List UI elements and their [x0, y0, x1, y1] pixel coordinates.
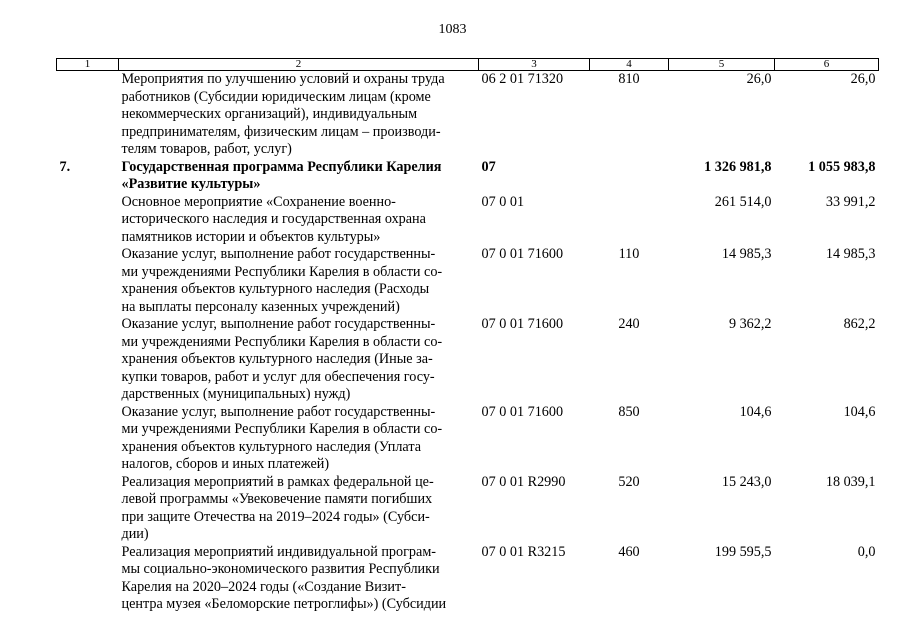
table-row [57, 71, 879, 159]
row-name [119, 316, 479, 404]
row-amount-col5: 1 326 981,8 [704, 158, 772, 175]
row-amount-col5: 9 362,2 [728, 316, 772, 332]
row-name-line: Государственная программа Республики Карелия [121, 158, 442, 175]
row-amount-col6: 18 039,1 [825, 473, 876, 490]
row-name-line: Оказание услуг, выполнение работ государственны- [121, 316, 436, 332]
column-header-1: 1 [57, 59, 119, 71]
row-amount-col6: 862,2 [843, 316, 876, 332]
row-name-line: при защите Отечества на 2019–2024 годы» (Субси- [121, 508, 430, 525]
row-name-line: Карелия на 2020–2024 годы («Создание Визит- [121, 578, 406, 595]
row-name-line: хранения объектов культурного наследия (Уплата [121, 438, 421, 455]
row-code: 07 [481, 158, 496, 175]
table-row [57, 159, 879, 194]
row-name-line: ми учреждениями Республики Карелия в области со- [121, 263, 443, 280]
table-row [57, 474, 879, 544]
row-code: 07 0 01 R2990 [481, 473, 566, 490]
row-name [119, 159, 479, 194]
row-name-line: Основное мероприятие «Сохранение военно- [121, 193, 396, 210]
row-number [57, 194, 119, 247]
row-name [119, 474, 479, 544]
row-expense-type: 460 [618, 543, 640, 560]
row-number: 7. [59, 158, 71, 175]
row-name [119, 544, 479, 614]
row-amount-col6: 26,0 [850, 71, 876, 87]
row-number [57, 71, 119, 159]
row-amount-col6: 33 991,2 [825, 193, 876, 210]
row-name-line: Мероприятия по улучшению условий и охраны труда [121, 71, 445, 87]
row-code: 06 2 01 71320 [481, 71, 564, 87]
row-name-line: ми учреждениями Республики Карелия в области со- [121, 421, 443, 437]
table-header [57, 59, 879, 71]
row-number [57, 474, 119, 544]
row-name-line: хранения объектов культурного наследия (Иные за- [121, 351, 433, 367]
row-name-line: некоммерческих организаций), индивидуальным [121, 106, 418, 122]
row-name-line: работников (Субсидии юридическим лицам (кроме [121, 88, 431, 105]
row-name-line: Оказание услуг, выполнение работ государственны- [121, 246, 436, 262]
table-row [57, 404, 879, 474]
row-name-line: Реализация мероприятий в рамках федеральной це- [121, 473, 434, 490]
row-name-line: предпринимателям, физическим лицам – производи- [121, 123, 441, 140]
row-expense-type: 850 [618, 403, 640, 420]
row-name [119, 194, 479, 247]
row-expense-type: 110 [618, 246, 640, 262]
row-name-line: памятников истории и объектов культуры» [121, 228, 381, 245]
row-name-line: Реализация мероприятий индивидуальной програм- [121, 543, 437, 560]
row-name-line: на выплаты персоналу казенных учреждений) [121, 298, 400, 315]
row-name-line: левой программы «Увековечение памяти погибших [121, 491, 433, 507]
table-row [57, 316, 879, 404]
row-expense-type: 810 [618, 71, 640, 87]
column-header-4: 4 [590, 59, 669, 71]
row-amount-col5: 199 595,5 [714, 543, 772, 560]
row-name-line: «Развитие культуры» [121, 176, 261, 192]
row-name-line: Оказание услуг, выполнение работ государственны- [121, 403, 436, 420]
row-amount-col6: 1 055 983,8 [808, 158, 876, 175]
table-row [57, 544, 879, 614]
row-name [119, 404, 479, 474]
column-header-6: 6 [775, 59, 879, 71]
table-body [57, 71, 879, 614]
row-name-line: ми учреждениями Республики Карелия в области со- [121, 333, 443, 350]
row-amount-col5: 261 514,0 [714, 193, 772, 210]
page-number: 1083 [438, 22, 467, 37]
row-code: 07 0 01 71600 [481, 246, 564, 262]
table-row [57, 194, 879, 247]
row-expense-type [590, 194, 669, 247]
row-amount-col5: 104,6 [739, 403, 772, 420]
row-name [119, 71, 479, 159]
row-name-line: телям товаров, работ, услуг) [121, 141, 292, 157]
row-code: 07 0 01 71600 [481, 403, 564, 420]
column-header-5: 5 [669, 59, 775, 71]
budget-table [56, 58, 879, 614]
row-code: 07 0 01 71600 [481, 316, 564, 332]
row-name-line: хранения объектов культурного наследия (Расходы [121, 281, 430, 297]
row-number [57, 316, 119, 404]
column-header-3: 3 [479, 59, 590, 71]
row-amount-col5: 26,0 [746, 71, 772, 87]
row-expense-type [590, 159, 669, 194]
row-number [57, 246, 119, 316]
row-name-line: мы социально-экономического развития Республики [121, 561, 440, 577]
row-name [119, 246, 479, 316]
row-expense-type: 240 [618, 316, 640, 332]
row-number [57, 404, 119, 474]
row-code: 07 0 01 R3215 [481, 543, 566, 560]
row-name-line: купки товаров, работ и услуг для обеспечения госу- [121, 368, 435, 385]
row-code: 07 0 01 [481, 193, 525, 210]
row-amount-col6: 14 985,3 [825, 246, 876, 262]
row-expense-type: 520 [618, 473, 640, 490]
row-amount-col5: 15 243,0 [721, 473, 772, 490]
row-number [57, 544, 119, 614]
row-name-line: дии) [121, 526, 149, 542]
row-name-line: центра музея «Беломорские петроглифы») (Субсидии [121, 596, 447, 612]
table-row [57, 246, 879, 316]
column-header-2: 2 [119, 59, 479, 71]
row-name-line: налогов, сборов и иных платежей) [121, 456, 330, 472]
row-name-line: дарственных (муниципальных) нужд) [121, 386, 351, 402]
row-amount-col6: 104,6 [843, 403, 876, 420]
column-number-row [57, 59, 879, 71]
row-amount-col5: 14 985,3 [721, 246, 772, 262]
row-amount-col6: 0,0 [857, 543, 876, 560]
row-name-line: исторического наследия и государственная охрана [121, 211, 426, 227]
